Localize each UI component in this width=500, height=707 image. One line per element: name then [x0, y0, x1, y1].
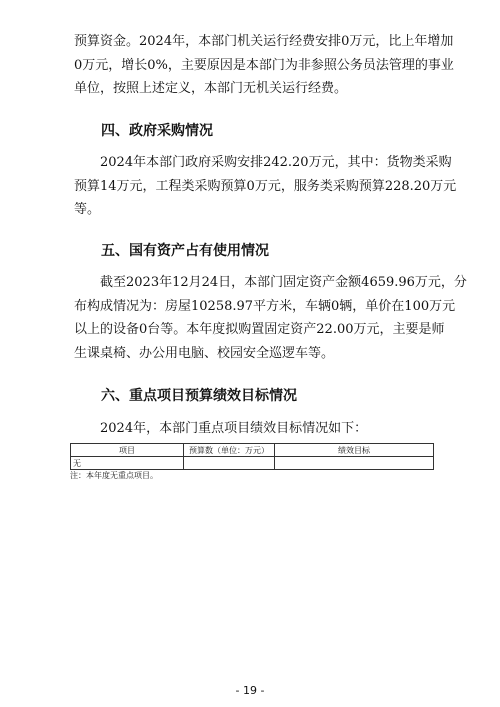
paragraph-procurement: [74, 151, 457, 222]
paragraph-state-assets: [74, 271, 467, 365]
table-cell-budget: [184, 457, 275, 470]
section-heading-procurement: 四、政府采购情况: [101, 123, 213, 139]
table-cell-goals: [275, 457, 434, 470]
paragraph-operating-funds: [74, 30, 454, 101]
text-line: 0万元，增长0%，主要原因是本部门为非参照公务员法管理的事业: [74, 57, 454, 73]
key-projects-table: [70, 443, 434, 470]
section-heading-state-assets: 五、国有资产占有使用情况: [101, 243, 269, 259]
section-heading-performance-goals: 六、重点项目预算绩效目标情况: [101, 388, 297, 404]
paragraph-performance-intro: [74, 417, 434, 441]
column-header-budget: 预算数（单位：万元）: [184, 444, 275, 457]
page-number: - 19 -: [235, 684, 265, 697]
table-cell-project: 无: [71, 457, 184, 470]
text-line: 截至2023年12月24日，本部门固定资产金额4659.96万元，分: [100, 275, 467, 290]
text-line: 2024年本部门政府采购安排242.20万元，其中：货物类采购: [100, 155, 452, 170]
text-line: 2024年，本部门重点项目绩效目标情况如下：: [100, 421, 368, 436]
text-line: 布构成情况为：房屋10258.97平方米，车辆0辆，单价在100万元: [74, 298, 456, 314]
text-line: 单位，按照上述定义，本部门无机关运行经费。: [74, 81, 348, 96]
table-header-row: [71, 444, 434, 457]
table-note: 注：本年度无重点项目。: [70, 471, 158, 480]
text-line: 预算14万元，工程类采购预算0万元，服务类采购预算228.20万元: [74, 178, 457, 194]
table-row: [71, 457, 434, 470]
text-line: 以上的设备0台等。本年度拟购置固定资产22.00万元，主要是师: [74, 322, 445, 337]
text-line: 等。: [74, 202, 101, 217]
text-line: 生课桌椅、办公用电脑、校园安全巡逻车等。: [74, 345, 335, 361]
text-line: 预算资金。2024年，本部门机关运行经费安排0万元，比上年增加: [74, 34, 454, 49]
column-header-goals: 绩效目标: [275, 444, 434, 457]
column-header-project: 项目: [71, 444, 184, 457]
